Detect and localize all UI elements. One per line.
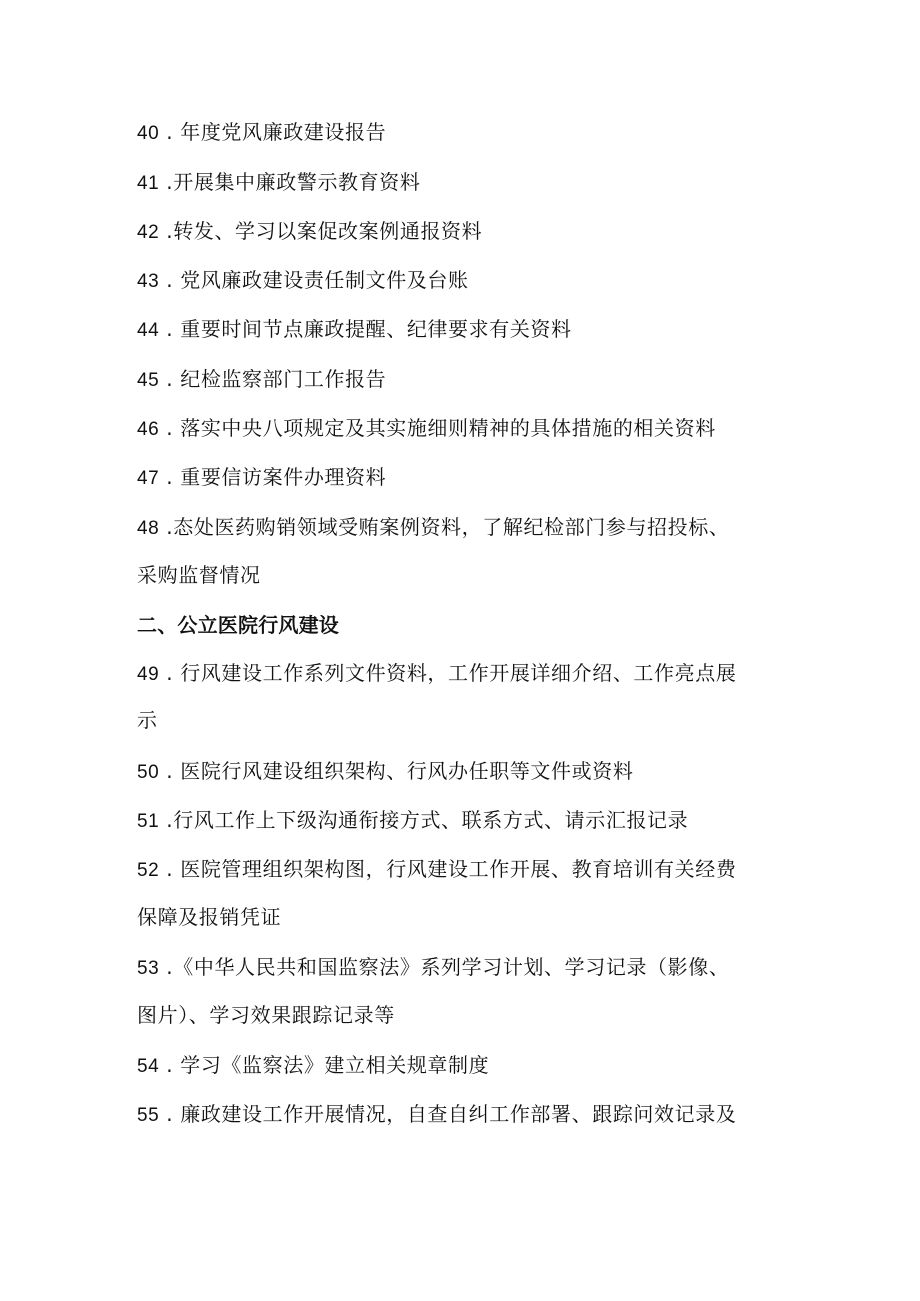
list-item bbox=[137, 315, 572, 345]
item-text: . 医院管理组织架构图，行风建设工作开展、教育培训有关经费 bbox=[159, 857, 737, 881]
item-number: 51 bbox=[137, 811, 160, 832]
item-number: 41 bbox=[137, 173, 160, 194]
item-text: . 重要信访案件办理资料 bbox=[159, 465, 387, 489]
list-item bbox=[137, 118, 386, 148]
item-text: . 行风建设工作系列文件资料，工作开展详细介绍、工作亮点展 bbox=[159, 661, 737, 685]
item-number: 44 bbox=[137, 320, 160, 341]
list-item bbox=[137, 513, 729, 543]
item-number: 45 bbox=[137, 370, 160, 391]
list-item bbox=[137, 953, 729, 983]
list-item bbox=[137, 463, 386, 493]
list-item-continuation bbox=[137, 903, 281, 931]
section-heading bbox=[137, 611, 339, 639]
item-text: . 廉政建设工作开展情况，自查自纠工作部署、跟踪问效记录及 bbox=[159, 1102, 737, 1126]
item-text: .开展集中廉政警示教育资料 bbox=[159, 170, 421, 194]
item-number: 48 bbox=[137, 518, 160, 539]
list-item bbox=[137, 1100, 736, 1130]
list-item bbox=[137, 855, 736, 885]
item-number: 49 bbox=[137, 664, 160, 685]
list-item bbox=[137, 168, 420, 198]
item-text: 保障及报销凭证 bbox=[137, 905, 282, 929]
list-item bbox=[137, 659, 736, 689]
list-item-continuation bbox=[137, 1001, 395, 1029]
item-number: 50 bbox=[137, 762, 160, 783]
item-text: . 年度党风廉政建设报告 bbox=[159, 120, 387, 144]
list-item bbox=[137, 217, 482, 247]
list-item bbox=[137, 757, 633, 787]
item-text: . 医院行风建设组织架构、行风办任职等文件或资料 bbox=[159, 759, 634, 783]
item-text: . 重要时间节点廉政提醒、纪律要求有关资料 bbox=[159, 317, 572, 341]
item-text: .转发、学习以案促改案例通报资料 bbox=[159, 219, 483, 243]
item-text: . 党风廉政建设责任制文件及台账 bbox=[159, 268, 469, 292]
list-item bbox=[137, 1051, 489, 1081]
list-item bbox=[137, 365, 386, 395]
list-item-continuation bbox=[137, 561, 261, 589]
item-number: 40 bbox=[137, 123, 160, 144]
item-number: 53 bbox=[137, 958, 160, 979]
item-text: .行风工作上下级沟通衔接方式、联系方式、请示汇报记录 bbox=[159, 808, 689, 832]
item-number: 47 bbox=[137, 468, 160, 489]
item-number: 46 bbox=[137, 419, 160, 440]
item-text: 示 bbox=[137, 708, 158, 732]
item-text: 图片）、学习效果跟踪记录等 bbox=[137, 1003, 395, 1027]
item-text: 采购监督情况 bbox=[137, 563, 261, 587]
item-text: . 学习《监察法》建立相关规章制度 bbox=[159, 1053, 490, 1077]
item-text: .态处医药购销领域受贿案例资料，了解纪检部门参与招投标、 bbox=[159, 515, 730, 539]
item-text: . 纪检监察部门工作报告 bbox=[159, 367, 387, 391]
item-text: 二、公立医院行风建设 bbox=[137, 613, 339, 637]
item-number: 52 bbox=[137, 860, 160, 881]
list-item-continuation bbox=[137, 706, 158, 734]
item-text: .《中华人民共和国监察法》系列学习计划、学习记录（影像、 bbox=[159, 955, 730, 979]
item-text: . 落实中央八项规定及其实施细则精神的具体措施的相关资料 bbox=[159, 416, 716, 440]
list-item bbox=[137, 806, 688, 836]
list-item bbox=[137, 266, 469, 296]
item-number: 42 bbox=[137, 222, 160, 243]
item-number: 55 bbox=[137, 1105, 160, 1126]
item-number: 43 bbox=[137, 271, 160, 292]
item-number: 54 bbox=[137, 1056, 160, 1077]
list-item bbox=[137, 414, 716, 444]
